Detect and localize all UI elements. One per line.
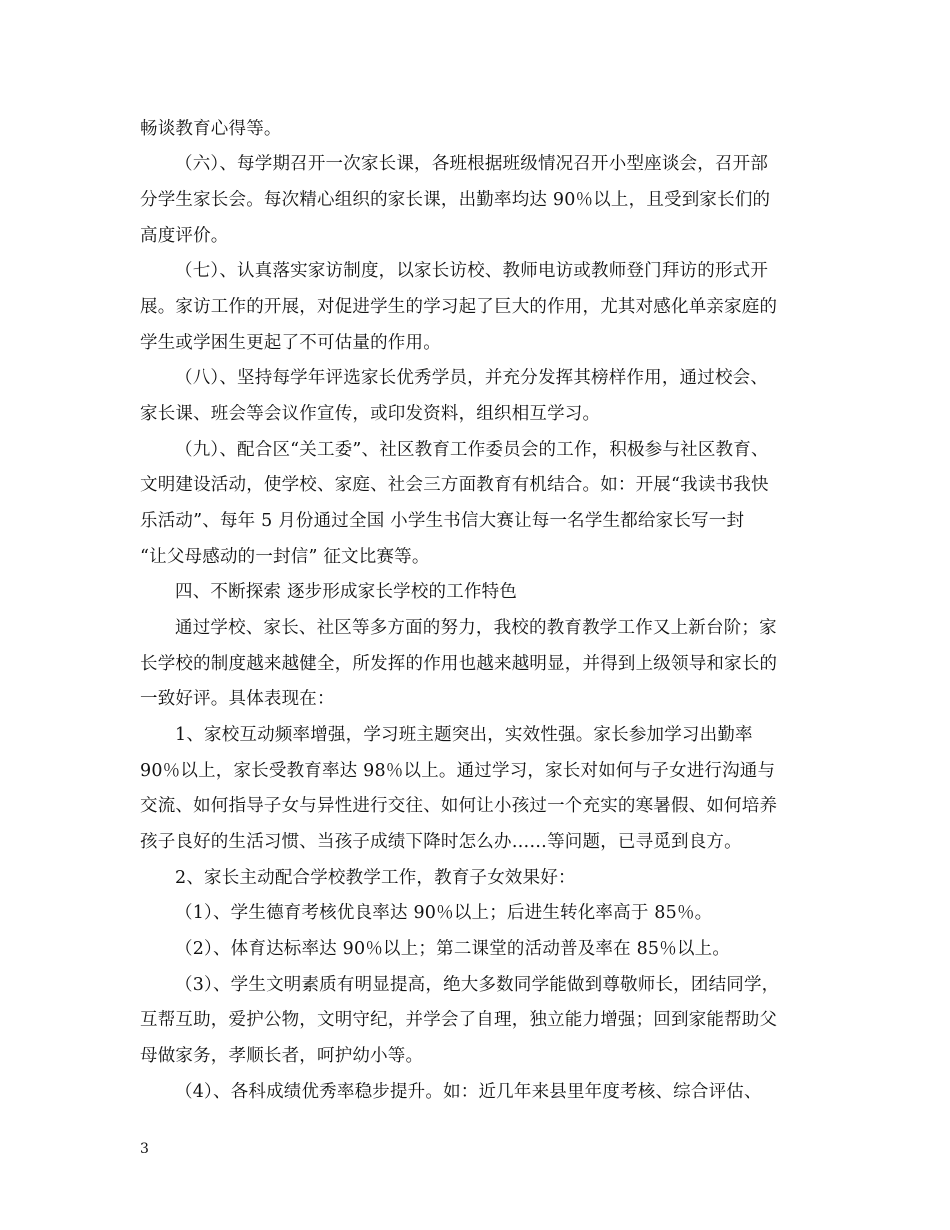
text-line: 2、家长主动配合学校教学工作，教育子女效果好： — [175, 868, 576, 888]
text-line: 交流、如何指导子女与异性进行交往、如何让小孩过一个充实的寒暑假、如何培养 — [140, 796, 778, 816]
text-line: 1、家校互动频率增强，学习班主题突出，实效性强。家长参加学习出勤率 — [175, 725, 753, 745]
section-heading: 四、不断探索 逐步形成家长学校的工作特色 — [175, 582, 518, 602]
text-line: （九）、配合区“关工委”、社区教育工作委员会的工作，积极参与社区教育、 — [175, 440, 769, 460]
text-line: （4）、各科成绩优秀率稳步提升。如：近几年来县里年度考核、综合评估、 — [175, 1082, 762, 1102]
text-line: 学生或学困生更起了不可估量的作用。 — [140, 333, 441, 353]
text-line: 母做家务，孝顺长者，呵护幼小等。 — [140, 1046, 424, 1066]
text-line: 展。家访工作的开展，对促进学生的学习起了巨大的作用，尤其对感化单亲家庭的 — [140, 297, 778, 317]
text-line: “让父母感动的一封信” 征文比赛等。 — [140, 547, 430, 567]
text-line: 长学校的制度越来越健全，所发挥的作用也越来越明显，并得到上级领导和家长的 — [140, 654, 778, 674]
text-line: 乐活动”、每年 5 月份通过全国 小学生书信大赛让每一名学生都给家长写一封 — [140, 511, 745, 531]
text-line: 通过学校、家长、社区等多方面的努力，我校的教育教学工作又上新台阶；家 — [175, 618, 777, 638]
text-line: 孩子良好的生活习惯、当孩子成绩下降时怎么办……等问题，已寻觅到良方。 — [140, 832, 742, 852]
text-line: 家长课、班会等会议作宣传，或印发资料，组织相互学习。 — [140, 404, 601, 424]
text-line: （六）、每学期召开一次家长课，各班根据班级情况召开小型座谈会，召开部 — [175, 154, 769, 174]
text-line: 一致好评。具体表现在： — [140, 689, 335, 709]
text-line: （八）、坚持每学年评选家长优秀学员，并充分发挥其榜样作用，通过校会、 — [175, 368, 769, 388]
text-line: （1）、学生德育考核优良率达 90％以上；后进生转化率高于 85％。 — [175, 903, 713, 923]
text-line: 分学生家长会。每次精心组织的家长课，出勤率均达 90％以上，且受到家长们的 — [140, 190, 771, 210]
text-line: （七）、认真落实家访制度，以家长访校、教师电访或教师登门拜访的形式开 — [175, 261, 769, 281]
text-line: 高度评价。 — [140, 226, 229, 246]
text-line: 文明建设活动，使学校、家庭、社会三方面教育有机结合。如：开展“我读书我快 — [140, 475, 769, 495]
text-line: 互帮互助，爱护公物，文明守纪，并学会了自理，独立能力增强；回到家能帮助父 — [140, 1010, 778, 1030]
text-line: 90％以上，家长受教育率达 98％以上。通过学习，家长对如何与子女进行沟通与 — [140, 761, 776, 781]
text-line: （2）、体育达标率达 90％以上；第二课堂的活动普及率在 85％以上。 — [175, 939, 731, 959]
text-line: （3）、学生文明素质有明显提高，绝大多数同学能做到尊敬师长，团结同学， — [175, 975, 780, 995]
text-line: 畅谈教育心得等。 — [140, 119, 282, 139]
page-number: 3 — [140, 1141, 149, 1157]
